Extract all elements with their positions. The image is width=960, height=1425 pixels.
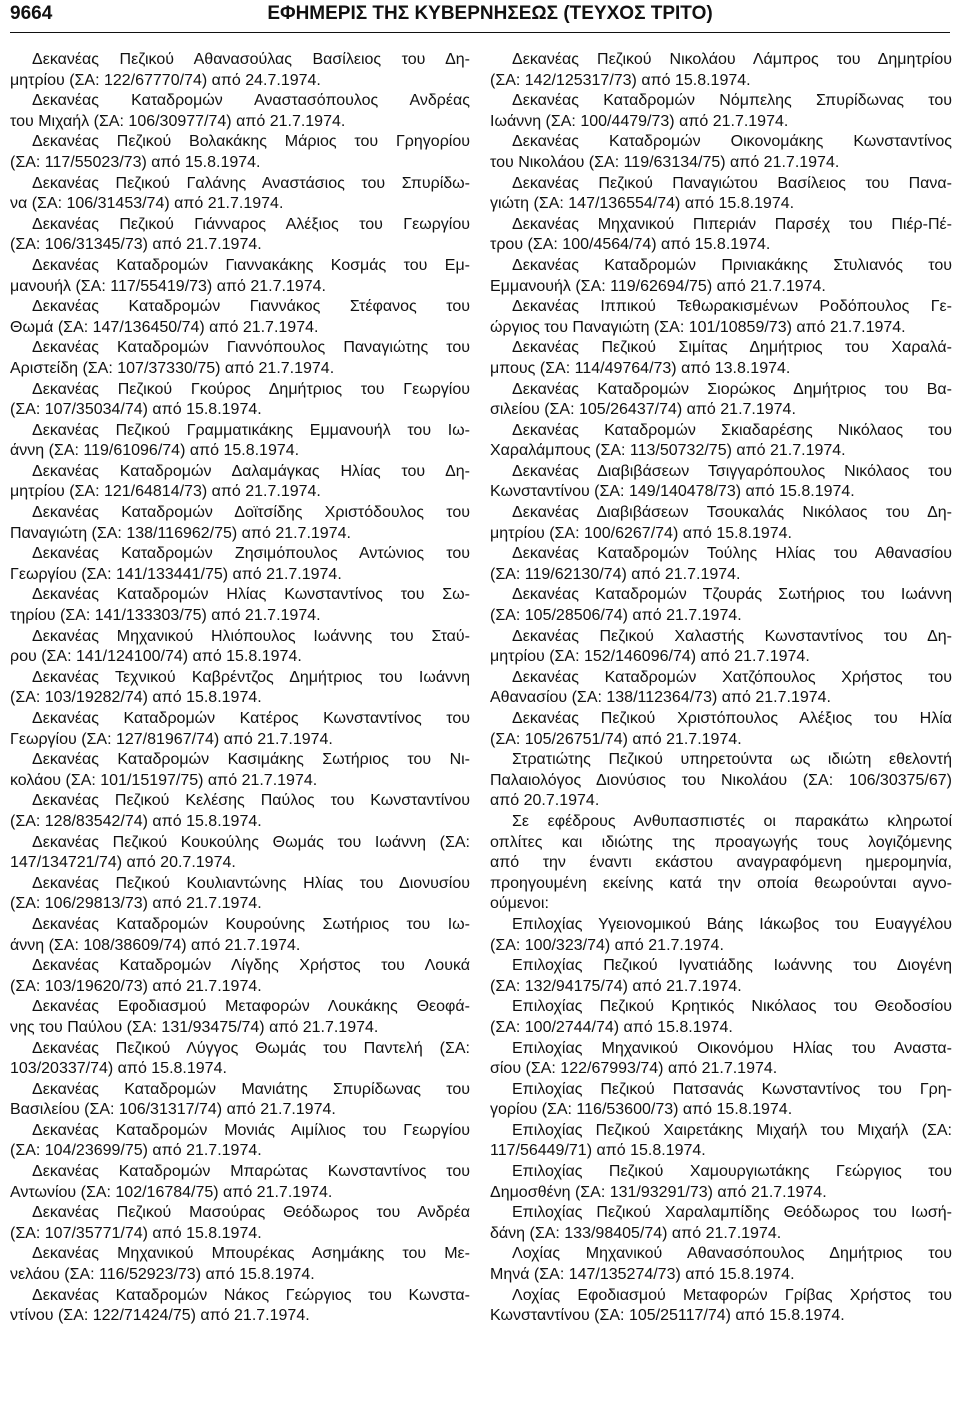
text-line: (ΣΑ: 103/19620/73) από 21.7.1974. [10,977,262,995]
text-line: Λοχίας Μηχανικού Αθανασόπουλος Δημήτριος του [512,1245,952,1263]
text-line: Δεκανέας Πεζικού Παναγιώτου Βασίλειος του Πανα- [512,174,952,192]
text-line: Γεωργίου (ΣΑ: 127/81967/74) από 21.7.1974. [10,730,333,748]
text-line: τρου (ΣΑ: 100/4564/74) από 15.8.1974. [490,236,771,254]
text-line: Επιλοχίας Μηχανικού Οικονόμου Ηλίας του Αναστα- [512,1039,952,1057]
text-line: Δεκανέας Πεζικού Κουλιαντώνης Ηλίας του Διονυσίου [32,874,470,892]
text-line: Δεκανέας Πεζικού Γαλάνης Αναστάσιος του Σπυρίδω- [32,174,470,192]
text-line: μητρίου (ΣΑ: 121/64814/73) από 21.7.1974. [10,483,321,501]
text-line: (ΣΑ: 107/35034/74) από 15.8.1974. [10,401,262,419]
text-line: Δεκανέας Πεζικού Μασούρας Θεόδωρος του Ανδρέα [32,1204,470,1222]
page-number: 9664 [10,3,53,24]
text-line: (ΣΑ: 104/23699/75) από 21.7.1974. [10,1142,262,1160]
text-line: Δεκανέας Καταδρομών Αναστασόπουλος Ανδρέας [32,92,470,110]
text-line: (ΣΑ: 107/35771/74) από 15.8.1974. [10,1224,262,1242]
text-line: άννη (ΣΑ: 108/38609/74) από 21.7.1974. [10,936,301,954]
text-line: από 20.7.1974. [490,792,600,810]
text-line: Δεκανέας Πεζικού Γραμματικάκης Εμμανουήλ του Ιω- [32,421,470,439]
text-line: Δεκανέας Πεζικού Νικολάου Λάμπρος του Δημητρίου [512,51,952,68]
text-line: Επιλοχίας Πεζικού Ιγνατιάδης Ιωάννης του Διογένη [512,957,952,975]
text-line: Δεκανέας Πεζικού Αθανασούλας Βασίλειος του Δη- [32,51,470,68]
text-line: ρου (ΣΑ: 141/124100/74) από 15.8.1974. [10,648,302,666]
text-line: Δεκανέας Καταδρομών Γιαννακάκης Κοσμάς του Εμ- [32,256,470,274]
text-line: Δεκανέας Καταδρομών Πρινιακάκης Στυλιανός του [512,256,952,274]
text-line: Ιωάννη (ΣΑ: 100/4479/73) από 21.7.1974. [490,112,789,130]
text-line: Δημοσθένη (ΣΑ: 131/93291/73) από 21.7.1974. [490,1183,827,1201]
text-line: δάνη (ΣΑ: 133/98405/74) από 21.7.1974. [490,1224,782,1242]
text-line: μητρίου (ΣΑ: 152/146096/74) από 21.7.1974. [490,648,810,666]
text-line: κολάου (ΣΑ: 101/15197/75) από 21.7.1974. [10,771,318,789]
text-line: Δεκανέας Καταδρομών Ζησιμόπουλος Αντώνιος του [32,545,470,563]
text-line: Επιλοχίας Πεζικού Χαραλαμπίδης Θεόδωρος του Ιωσή- [512,1204,952,1222]
text-line: ώργιος του Παναγιώτη (ΣΑ: 101/10859/73) από 21.7.1974. [490,318,906,336]
text-line: Δεκανέας Καταδρομών Οικονομάκης Κωνσταντίνος [512,133,952,151]
text-line: 103/20337/74) από 15.8.1974. [10,1060,227,1078]
text-line: Δεκανέας Μηχανικού Ηλιόπουλος Ιωάννης του Σταύ- [32,627,470,645]
text-line: σίου (ΣΑ: 122/67993/74) από 21.7.1974. [490,1060,778,1078]
text-line: γιώτη (ΣΑ: 147/136554/74) από 15.8.1974. [490,195,795,213]
text-line: Δεκανέας Καταδρομών Δοϊτσίδης Χριστόδουλος του [32,504,470,522]
text-line: (ΣΑ: 142/125317/73) από 15.8.1974. [490,71,751,89]
text-line: Δεκανέας Διαβιβάσεων Τσουκαλάς Νικόλαος του Δη- [512,504,952,522]
text-line: Αντωνίου (ΣΑ: 102/16784/75) από 21.7.1974. [10,1183,333,1201]
text-line: (ΣΑ: 103/19282/74) από 15.8.1974. [10,689,262,707]
text-line: Επιλοχίας Πεζικού Πατσανάς Κωνσταντίνος του Γρη- [512,1080,952,1098]
text-line: του Μιχαήλ (ΣΑ: 106/30977/74) από 21.7.1974. [10,112,346,130]
text-line: Δεκανέας Πεζικού Γκούρος Δημήτριος του Γεωργίου [32,380,470,398]
text-line: Δεκανέας Καταδρομών Δαλαμάγκας Ηλίας του Δη- [32,462,470,480]
text-line: Δεκανέας Καταδρομών Μανιάτης Σπυρίδωνας του [32,1080,470,1098]
text-line: Δεκανέας Καταδρομών Χατζόπουλος Χρήστος του [512,668,952,686]
text-line: Δεκανέας Καταδρομών Νόμπελης Σπυρίδωνας του [512,92,952,110]
text-line: Δεκανέας Καταδρομών Σκιαδαρέσης Νικόλαος του [512,421,952,439]
running-title: ΕΦΗΜΕΡΙΣ ΤΗΣ ΚΥΒΕΡΝΗΣΕΩΣ (ΤΕΥΧΟΣ ΤΡΙΤΟ) [267,3,713,24]
text-line: Εμμανουήλ (ΣΑ: 119/62694/75) από 21.7.1974. [490,277,826,295]
text-line: Δεκανέας Ιππικού Τεθωρακισμένων Ροδόπουλος Γε- [512,298,952,316]
text-line: από την έναντι εκάστου αναγραφόμενη ημερομηνία, [490,854,952,872]
text-line: Δεκανέας Εφοδιασμού Μεταφορών Λουκάκης Θεοφά- [32,998,470,1016]
text-line: Δεκανέας Πεζικού Γιάνναρος Αλέξιος του Γεωργίου [32,215,470,233]
text-line: Δεκανέας Καταδρομών Τούλης Ηλίας του Αθανασίου [512,545,952,563]
text-line: (ΣΑ: 128/83542/74) από 15.8.1974. [10,812,262,830]
text-line: του Νικολάου (ΣΑ: 119/63134/75) από 21.7.1974. [490,153,840,171]
text-line: ούμενοι: [490,895,549,913]
text-line: Δεκανέας Πεζικού Σιμίτας Δημήτριος του Χαραλά- [512,339,952,357]
text-line: Δεκανέας Καταδρομών Κασιμάκης Σωτήριος του Νι- [32,751,470,769]
text-line: Δεκανέας Καταδρομών Κατέρος Κωνσταντίνος του [32,710,470,727]
text-line: (ΣΑ: 105/28506/74) από 21.7.1974. [490,607,742,625]
text-line: μανουήλ (ΣΑ: 117/55419/73) από 21.7.1974. [10,277,326,295]
text-line: νελάου (ΣΑ: 116/52923/73) από 15.8.1974. [10,1266,315,1284]
text-line: Δεκανέας Μηχανικού Πιπεριάν Παρσέχ του Πιέρ-Πέ- [512,215,952,233]
text-line: Λοχίας Εφοδιασμού Μεταφορών Γρίβας Χρήστος του [512,1286,952,1304]
text-line: Θωμά (ΣΑ: 147/136450/74) από 21.7.1974. [10,318,319,336]
text-line: Κωνσταντίνου (ΣΑ: 149/140478/73) από 15.8.1974. [490,483,855,501]
text-line: Δεκανέας Καταδρομών Κουρούνης Σωτήριος του Ιω- [32,915,470,933]
text-line: σιλείου (ΣΑ: 105/26437/74) από 21.7.1974. [490,401,796,419]
text-line: Επιλοχίας Πεζικού Κρητικός Νικόλαος του Θεοδοσίου [512,998,952,1016]
text-line: Δεκανέας Καταδρομών Γιαννάκος Στέφανος του [32,298,470,316]
text-line: Δεκανέας Πεζικού Χαλαστής Κωνσταντίνος του Δη- [512,627,952,645]
text-line: μητρίου (ΣΑ: 100/6267/74) από 15.8.1974. [490,524,792,542]
text-line: Δεκανέας Καταδρομών Λίγδης Χρήστος του Λουκά [32,957,470,975]
text-line: (ΣΑ: 106/29813/73) από 21.7.1974. [10,895,262,913]
text-line: Επιλοχίας Πεζικού Χαιρετάκης Μιχαήλ του Μιχαήλ (ΣΑ: [512,1121,952,1139]
text-line: Αθανασίου (ΣΑ: 138/112364/73) από 21.7.1974. [490,689,831,707]
text-line: οπλίτες και ιδιώτης της προαγωγής τους λογιζόμενης [490,833,952,851]
text-line: Αριστείδη (ΣΑ: 107/37330/75) από 21.7.1974. [10,359,335,377]
text-line: Δεκανέας Πεζικού Βολακάκης Μάριος του Γρηγορίου [32,133,470,151]
text-line: γορίου (ΣΑ: 116/53600/73) από 15.8.1974. [490,1101,793,1119]
text-line: 117/56449/71) από 15.8.1974. [490,1142,706,1160]
text-line: (ΣΑ: 100/2744/74) από 15.8.1974. [490,1018,733,1036]
text-line: Δεκανέας Καταδρομών Γιαννόπουλος Παναγιώτης του [32,339,470,357]
text-line: ντίνου (ΣΑ: 122/71424/75) από 21.7.1974. [10,1307,310,1325]
text-line: μπους (ΣΑ: 114/49764/73) από 13.8.1974. [490,359,791,377]
text-line: να (ΣΑ: 106/31453/74) από 21.7.1974. [10,195,284,213]
text-line: 147/134721/74) από 20.7.1974. [10,854,236,872]
text-line: προηγουμένη εκείνης κατά την οποία θεωρούνται αγνο- [490,874,952,892]
text-line: Δεκανέας Καταδρομών Σιορώκος Δημήτριος του Βα- [512,380,952,398]
text-line: Δεκανέας Καταδρομών Νάκος Γεώργιος του Κωνστα- [32,1286,470,1304]
text-line: Επιλοχίας Πεζικού Χαμουργιωτάκης Γεώργιος του [512,1163,952,1181]
text-line: νης του Παύλου (ΣΑ: 131/93475/74) από 21.7.1974. [10,1018,379,1036]
text-line: Δεκανέας Πεζικού Χριστόπουλος Αλέξιος του Ηλία [512,710,952,727]
text-line: Δεκανέας Πεζικού Κουκούλης Θωμάς του Ιωάννη (ΣΑ: [32,833,470,851]
text-line: Κωνσταντίνου (ΣΑ: 105/25117/74) από 15.8.1974. [490,1307,845,1325]
text-line: (ΣΑ: 119/62130/74) από 21.7.1974. [490,565,741,583]
text-line: Δεκανέας Καταδρομών Μονιάς Αιμίλιος του Γεωργίου [32,1121,470,1139]
text-line: Δεκανέας Καταδρομών Τζουράς Σωτήριος του Ιωάννη [512,586,952,604]
page-header [10,0,950,33]
text-line: Γεωργίου (ΣΑ: 141/133441/75) από 21.7.1974. [10,565,342,583]
text-line: Παλαιολόγος Διονύσιος του Νικολάου (ΣΑ: 106/30375/67) [490,771,952,789]
text-line: Δεκανέας Πεζικού Λύγγος Θωμάς του Παντελή (ΣΑ: [32,1039,470,1057]
text-line: (ΣΑ: 132/94175/74) από 21.7.1974. [490,977,742,995]
text-line: Χαραλάμπους (ΣΑ: 113/50732/75) από 21.7.1974. [490,442,846,460]
text-line: Δεκανέας Τεχνικού Καβρέντζος Δημήτριος του Ιωάννη [32,668,470,686]
text-line: (ΣΑ: 106/31345/73) από 21.7.1974. [10,236,262,254]
text-line: Βασιλείου (ΣΑ: 106/31317/74) από 21.7.1974. [10,1101,336,1119]
right-column [490,50,952,1327]
text-line: (ΣΑ: 100/323/74) από 21.7.1974. [490,936,724,954]
text-line: Δεκανέας Καταδρομών Ηλίας Κωνσταντίνος του Σω- [32,586,470,604]
text-line: Δεκανέας Πεζικού Κελέσης Παύλος του Κωνσταντίνου [32,792,470,810]
text-line: Επιλοχίας Υγειονομικού Βάης Ιάκωβος του Ευαγγέλου [512,915,952,933]
text-line: (ΣΑ: 117/55023/73) από 15.8.1974. [10,153,261,171]
text-line: Παναγιώτη (ΣΑ: 138/116962/75) από 21.7.1974. [10,524,351,542]
text-line: Δεκανέας Μηχανικού Μπουρέκας Ασημάκης του Με- [32,1245,470,1263]
text-line: μητρίου (ΣΑ: 122/67770/74) από 24.7.1974. [10,71,321,89]
text-line: Στρατιώτης Πεζικού υπηρετούντα ως ιδιώτη εθελοντή [512,751,952,769]
text-line: τηρίου (ΣΑ: 141/133303/75) από 21.7.1974. [10,607,321,625]
text-line: Δεκανέας Καταδρομών Μπαρώτας Κωνσταντίνος του [32,1163,470,1181]
text-line: Σε εφέδρους Ανθυπασπιστές οι παρακάτω κληρωτοί [512,812,952,830]
text-line: (ΣΑ: 105/26751/74) από 21.7.1974. [490,730,742,748]
left-column [10,50,470,1327]
text-line: Δεκανέας Διαβιβάσεων Τσιγγαρόπουλος Νικόλαος του [512,462,952,480]
text-line: Μηνά (ΣΑ: 147/135274/73) από 15.8.1974. [490,1266,795,1284]
text-line: άννη (ΣΑ: 119/61096/74) από 15.8.1974. [10,442,300,460]
